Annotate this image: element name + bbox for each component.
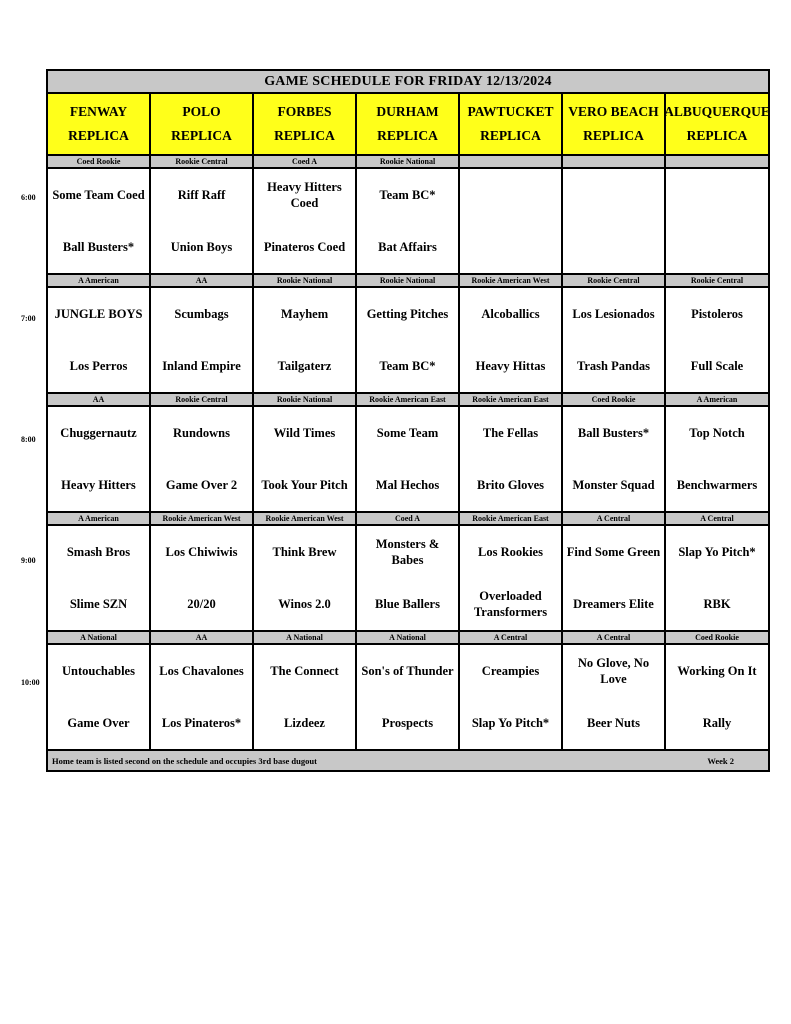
division-label: Rookie National (254, 275, 357, 286)
time-label: 8:00 (21, 435, 36, 444)
venue-header (151, 94, 254, 154)
home-team: Took Your Pitch (261, 478, 348, 492)
game-cell (460, 526, 563, 630)
schedule-table (46, 69, 770, 772)
game-cell (151, 407, 254, 511)
away-team: Monsters & Babes (375, 537, 440, 567)
home-team: Dreamers Elite (573, 597, 654, 611)
home-team: Game Over (67, 716, 130, 730)
footer-note: Home team is listed second on the schedule and occupies 3rd base dugout (52, 755, 317, 766)
schedule-title: GAME SCHEDULE FOR FRIDAY 12/13/2024 (48, 71, 768, 94)
away-team: Los Chavalones (159, 664, 244, 678)
game-row (48, 288, 768, 394)
away-team: Los Rookies (478, 545, 543, 559)
division-label (666, 156, 768, 167)
away-team: Riff Raff (177, 188, 226, 202)
game-cell (357, 407, 460, 511)
home-team: Inland Empire (162, 359, 241, 373)
venue-name: FORBES (277, 104, 332, 119)
away-team: Chuggernautz (60, 426, 137, 440)
division-label: Rookie Central (563, 275, 666, 286)
division-label: A Central (700, 514, 734, 523)
venue-name: VERO BEACH (568, 104, 659, 119)
game-cell (48, 407, 151, 511)
game-cell (357, 169, 460, 273)
home-team: Slap Yo Pitch* (471, 716, 550, 730)
home-team (714, 221, 720, 273)
division-label: Coed A (357, 513, 460, 524)
game-cell (460, 288, 563, 392)
away-team: Scumbags (174, 307, 229, 321)
game-cell (666, 169, 768, 273)
home-team: Heavy Hitters (61, 478, 136, 492)
division-label: Rookie National (357, 156, 460, 167)
division-label (460, 156, 563, 167)
game-cell (563, 169, 666, 273)
away-team: Mayhem (280, 307, 329, 321)
venue-sub: REPLICA (377, 128, 438, 143)
game-cell (254, 526, 357, 630)
away-team: Smash Bros (66, 545, 131, 559)
game-cell (666, 526, 768, 630)
home-team: Union Boys (170, 240, 233, 254)
division-label: A National (357, 632, 460, 643)
venue-sub: REPLICA (171, 128, 232, 143)
game-cell (666, 407, 768, 511)
venue-sub: REPLICA (480, 128, 541, 143)
time-label: 10:00 (21, 678, 40, 687)
division-label: Coed Rookie (695, 633, 739, 642)
home-team: Heavy Hittas (475, 359, 546, 373)
home-team: Los Pinateros* (161, 716, 242, 730)
game-cell (254, 407, 357, 511)
division-label: Coed Rookie (48, 156, 151, 167)
game-cell (151, 526, 254, 630)
venue-header (48, 94, 151, 154)
division-row (48, 632, 768, 645)
game-cell (666, 645, 768, 749)
home-team: Full Scale (690, 359, 744, 373)
venue-header (254, 94, 357, 154)
game-cell (460, 645, 563, 749)
division-label: A Central (460, 632, 563, 643)
venue-header (357, 94, 460, 154)
venue-name: POLO (182, 104, 221, 119)
home-team: Slime SZN (69, 597, 128, 611)
away-team: No Glove, No Love (577, 656, 650, 686)
game-cell (48, 288, 151, 392)
away-team: Alcoballics (481, 307, 540, 321)
away-team: Pistoleros (691, 307, 743, 321)
division-label: A American (48, 275, 151, 286)
venue-sub: REPLICA (583, 128, 644, 143)
game-cell (563, 645, 666, 749)
away-team (714, 169, 720, 221)
venue-header-row (48, 94, 768, 156)
home-team: Team BC* (379, 359, 436, 373)
away-team: Team BC* (379, 188, 436, 202)
week-label: Week 2 (707, 755, 734, 766)
away-team: Find Some Green (566, 545, 661, 559)
division-label: A Central (563, 632, 666, 643)
home-team: Beer Nuts (587, 716, 640, 730)
division-label: AA (151, 632, 254, 643)
division-label: Rookie National (357, 275, 460, 286)
division-label: A National (48, 632, 151, 643)
game-cell (48, 169, 151, 273)
home-team: Brito Gloves (476, 478, 544, 492)
division-label: A American (696, 395, 738, 404)
away-team (611, 169, 617, 221)
division-label: Coed Rookie (563, 394, 666, 405)
game-row (48, 169, 768, 275)
away-team: The Connect (270, 664, 339, 678)
away-team (508, 169, 514, 221)
time-label: 9:00 (21, 556, 36, 565)
away-team: Los Chiwiwis (165, 545, 238, 559)
home-team: 20/20 (187, 597, 216, 611)
home-team: Trash Pandas (576, 359, 651, 373)
venue-sub: REPLICA (686, 128, 748, 143)
home-team: Mal Hechos (375, 478, 440, 492)
game-cell (666, 288, 768, 392)
game-cell (357, 526, 460, 630)
game-cell (151, 288, 254, 392)
venue-name: DURHAM (376, 104, 439, 119)
game-cell (563, 526, 666, 630)
division-label: Rookie Central (690, 276, 744, 285)
home-team: Prospects (381, 716, 434, 730)
away-team: Heavy Hitters Coed (267, 180, 342, 210)
division-label: Rookie Central (151, 394, 254, 405)
game-cell (460, 407, 563, 511)
venue-name: ALBUQUERQUE (664, 104, 770, 119)
footer-row (48, 751, 768, 770)
time-label: 7:00 (21, 314, 36, 323)
venue-name: PAWTUCKET (467, 104, 554, 119)
home-team: Winos 2.0 (278, 597, 331, 611)
time-label: 6:00 (21, 193, 36, 202)
game-cell (151, 169, 254, 273)
away-team: Untouchables (62, 664, 135, 678)
away-team: Getting Pitches (366, 307, 449, 321)
division-label: Coed A (254, 156, 357, 167)
home-team: Blue Ballers (375, 597, 440, 611)
division-label: AA (151, 275, 254, 286)
away-team: Rundowns (173, 426, 230, 440)
away-team: Top Notch (689, 426, 745, 440)
home-team: Lizdeez (284, 716, 325, 730)
home-team: Benchwarmers (676, 478, 758, 492)
game-cell (563, 407, 666, 511)
division-row (48, 156, 768, 169)
game-cell (563, 288, 666, 392)
division-label: A National (254, 632, 357, 643)
game-row (48, 526, 768, 632)
venue-header (563, 94, 666, 154)
venue-header (460, 94, 563, 154)
home-team: Los Perros (69, 359, 128, 373)
home-team (611, 221, 617, 273)
away-team: Creampies (481, 664, 540, 678)
home-team: RBK (703, 597, 731, 611)
home-team: Tailgaterz (277, 359, 332, 373)
division-label: Rookie American East (460, 513, 563, 524)
home-team: Overloaded Transformers (473, 589, 548, 619)
division-row (48, 394, 768, 407)
away-team: Slap Yo Pitch* (678, 545, 756, 559)
division-label: Rookie American East (460, 394, 563, 405)
home-team: Rally (702, 716, 732, 730)
game-cell (357, 645, 460, 749)
division-label: A American (48, 513, 151, 524)
game-row (48, 645, 768, 751)
away-team: JUNGLE BOYS (54, 307, 143, 321)
game-cell (254, 645, 357, 749)
division-label: Rookie American West (460, 275, 563, 286)
away-team: Think Brew (272, 545, 337, 559)
home-team: Monster Squad (572, 478, 655, 492)
home-team: Game Over 2 (165, 478, 238, 492)
game-cell (254, 169, 357, 273)
division-label: Rookie American West (254, 513, 357, 524)
game-cell (48, 645, 151, 749)
away-team: Some Team (376, 426, 439, 440)
game-cell (460, 169, 563, 273)
away-team: Working On It (677, 664, 757, 678)
division-label: AA (48, 394, 151, 405)
game-cell (254, 288, 357, 392)
division-row (48, 275, 768, 288)
home-team (508, 221, 514, 273)
venue-sub: REPLICA (274, 128, 335, 143)
home-team: Pinateros Coed (263, 240, 346, 254)
away-team: Wild Times (273, 426, 336, 440)
division-label: Rookie American East (357, 394, 460, 405)
game-cell (357, 288, 460, 392)
game-cell (151, 645, 254, 749)
division-label: Rookie National (254, 394, 357, 405)
game-cell (48, 526, 151, 630)
division-label (563, 156, 666, 167)
venue-header (666, 94, 768, 154)
away-team: Some Team Coed (52, 188, 145, 202)
division-label: Rookie American West (151, 513, 254, 524)
home-team: Bat Affairs (378, 240, 437, 254)
away-team: The Fellas (482, 426, 539, 440)
away-team: Son's of Thunder (361, 664, 454, 678)
home-team: Ball Busters* (62, 240, 135, 254)
division-label: Rookie Central (151, 156, 254, 167)
venue-sub: REPLICA (68, 128, 129, 143)
game-row (48, 407, 768, 513)
away-team: Los Lesionados (572, 307, 655, 321)
away-team: Ball Busters* (577, 426, 650, 440)
division-row (48, 513, 768, 526)
venue-name: FENWAY (69, 104, 128, 119)
division-label: A Central (563, 513, 666, 524)
